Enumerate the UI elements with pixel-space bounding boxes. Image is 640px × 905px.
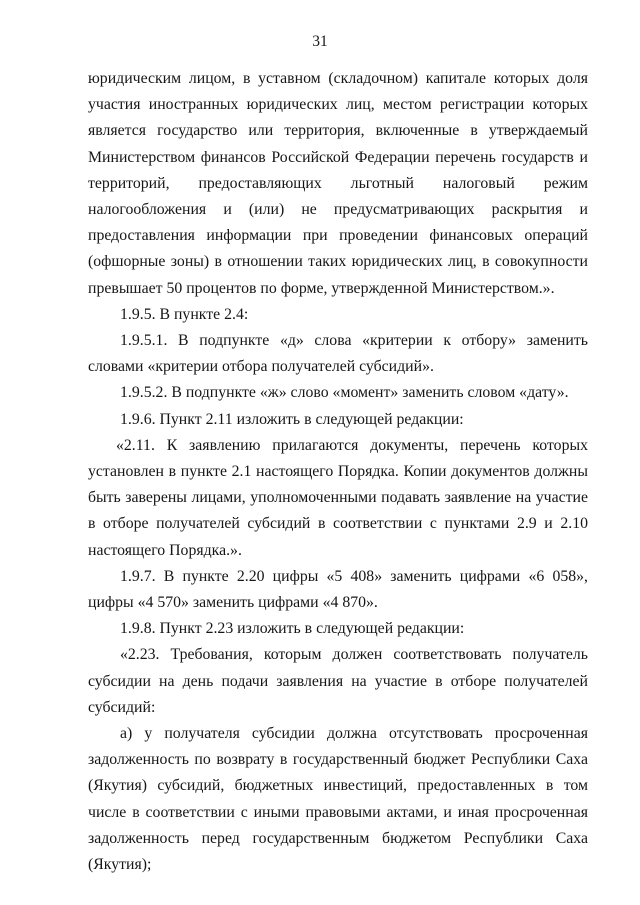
paragraph-1-9-7: 1.9.7. В пункте 2.20 цифры «5 408» заменить цифрами «6 058», цифры «4 570» заменить цифрами «4 870». [88, 567, 588, 612]
paragraph-1-9-6: 1.9.6. Пункт 2.11 изложить в следующей редакции: [120, 410, 464, 428]
paragraph-1-9-5: 1.9.5. В пункте 2.4: [120, 305, 249, 323]
paragraph-2-11-quote: «2.11. К заявлению прилагаются документы, перечень которых установлен в пункте 2.1 настоящего Порядка. Копии документов должны быть заверены лицами, уполномоченными подавать заявление на участие в отборе получателей субсидий в соответствии с пунктами 2.9 и 2.10 настоящего Порядка.». [88, 436, 588, 559]
paragraph-continuation: юридическим лицом, в уставном (складочном) капитале которых доля участия иностранных юридических лиц, местом регистрации которых является государство или территория, включенные в утверждаемый Министерством финансов Российской Федерации перечень государств и территорий, предоставляющих льготный налоговый режим налогообложения и (или) не предусматривающих раскрытия и предоставления информации при проведении финансовых операций (офшорные зоны) в отношении таких юридических лиц, в совокупности превышает 50 процентов по форме, утвержденной Министерством.». [88, 70, 588, 297]
paragraph-1-9-5-1: 1.9.5.1. В подпункте «д» слова «критерии к отбору» заменить словами «критерии отбора получателей субсидий». [88, 332, 588, 376]
paragraph-1-9-5-2: 1.9.5.2. В подпункте «ж» слово «момент» заменить словом «дату». [120, 384, 569, 402]
paragraph-1-9-8: 1.9.8. Пункт 2.23 изложить в следующей редакции: [120, 620, 465, 638]
page-number: 31 [312, 33, 328, 50]
paragraph-item-a: а) у получателя субсидии должна отсутствовать просроченная задолженность по возврату в государственный бюджет Республики Саха (Якутия) субсидий, бюджетных инвестиций, предоставленных в том числе в соответствии с иными правовыми актами, и иная просроченная задолженность перед государственным бюджетом Республики Саха (Якутия); [88, 725, 588, 874]
paragraph-2-23-quote: «2.23. Требования, которым должен соответствовать получатель субсидии на день подачи заявления на участие в отборе получателей субсидий: [88, 646, 588, 716]
document-body [88, 66, 588, 878]
